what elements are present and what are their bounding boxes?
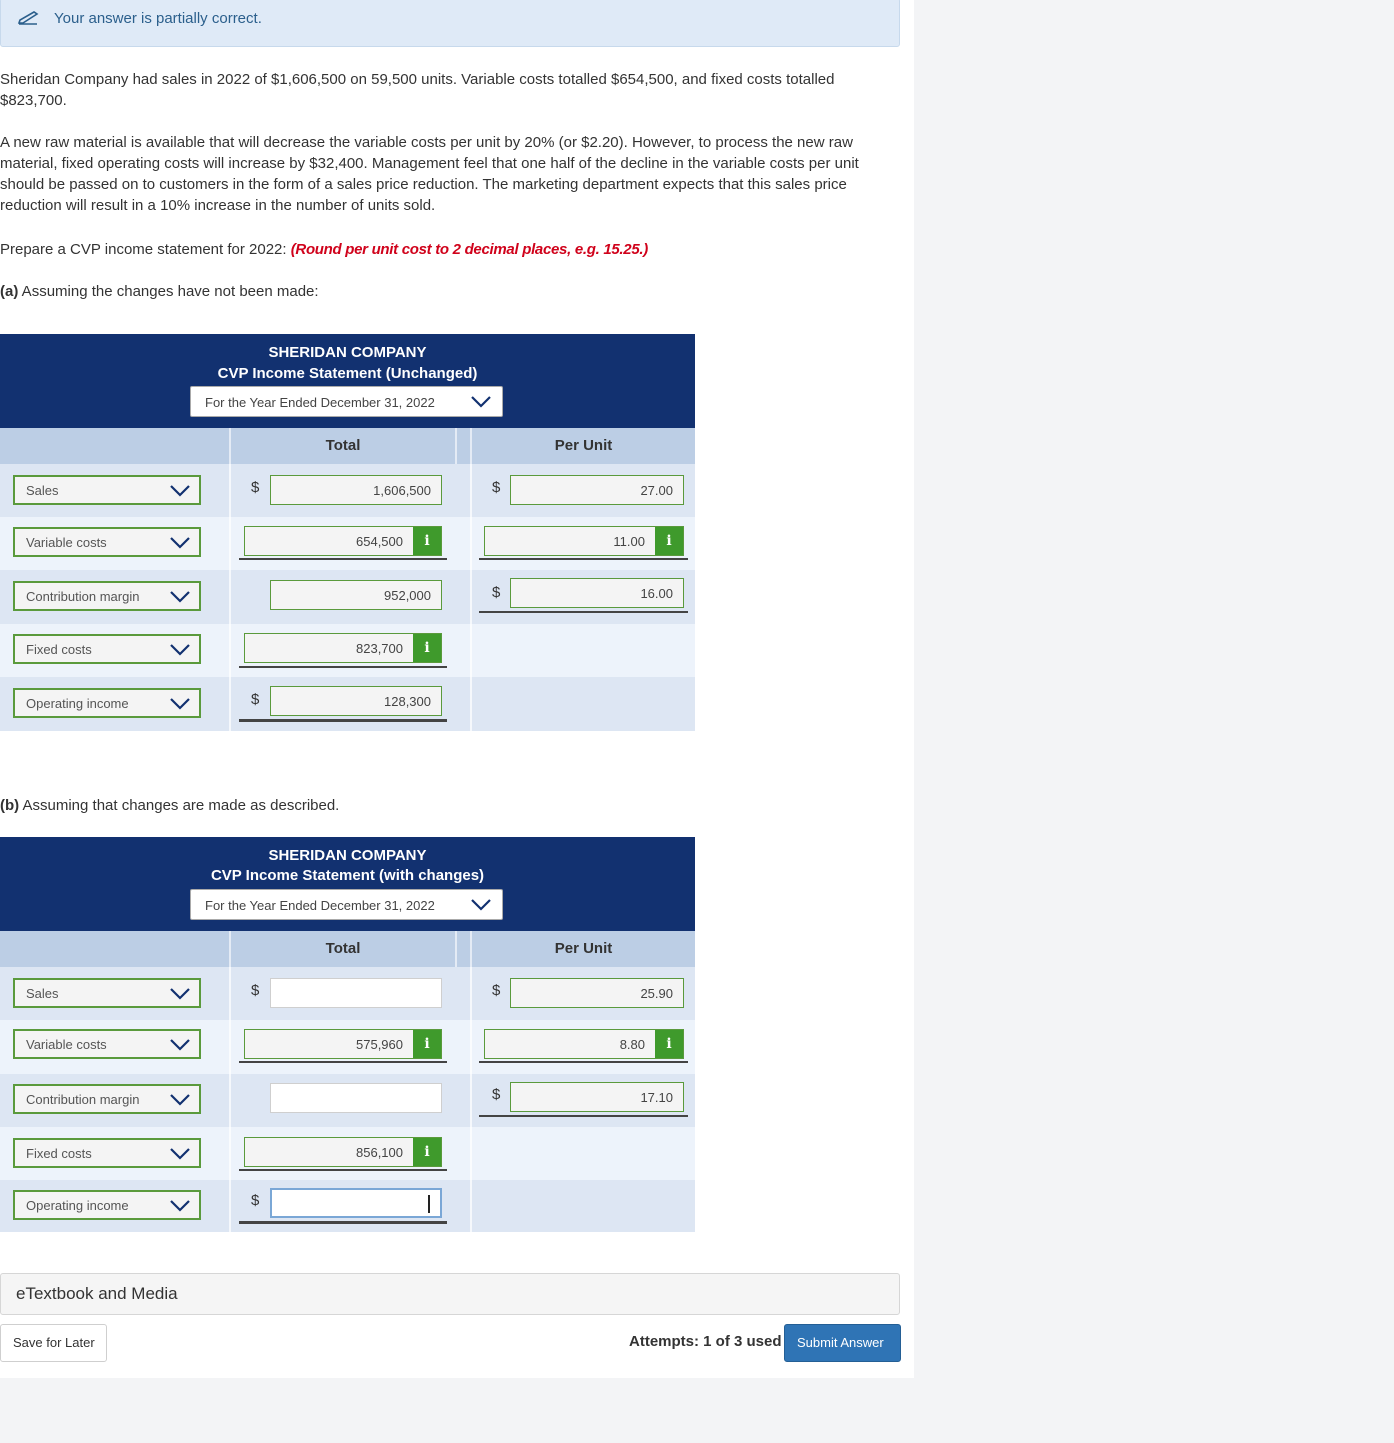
row-label: Sales: [26, 483, 59, 498]
currency-symbol: $: [251, 691, 260, 708]
per-unit-value: 8.80: [619, 1037, 645, 1052]
total-value: 823,700: [356, 641, 403, 656]
row-label-select[interactable]: [13, 1029, 201, 1059]
row-sales: [0, 967, 695, 1020]
chevron-down-icon: [169, 1147, 191, 1161]
per-unit-input[interactable]: [484, 526, 684, 556]
row-variable-costs: [0, 1020, 695, 1074]
company-name: SHERIDAN COMPANY: [268, 847, 427, 864]
total-value: 1,606,500: [373, 483, 431, 498]
row-label: Contribution margin: [26, 589, 140, 604]
statement-title: CVP Income Statement (Unchanged): [217, 365, 478, 382]
per-unit-value: 16.00: [640, 586, 673, 601]
text-cursor: [428, 1195, 430, 1213]
total-input[interactable]: [270, 1083, 442, 1113]
row-label-select[interactable]: [13, 1138, 201, 1168]
total-input[interactable]: [244, 526, 442, 556]
instruction-text: Prepare a CVP income statement for 2022:: [0, 241, 291, 258]
feedback-message: Your answer is partially correct.: [54, 10, 262, 27]
row-label-select[interactable]: [13, 475, 201, 505]
statement-a-header: [0, 334, 695, 428]
info-icon[interactable]: i: [655, 527, 683, 555]
per-unit-input[interactable]: [510, 578, 684, 608]
info-icon[interactable]: i: [413, 634, 441, 662]
row-label-select[interactable]: [13, 634, 201, 664]
currency-symbol: $: [492, 982, 501, 999]
row-label: Variable costs: [26, 535, 107, 550]
part-b-text: Assuming that changes are made as described.: [19, 797, 340, 814]
save-label: Save for Later: [13, 1335, 95, 1350]
period-select[interactable]: [190, 386, 503, 417]
row-contribution-margin: [0, 570, 695, 624]
per-unit-input[interactable]: [510, 475, 684, 505]
part-b-heading: [0, 795, 880, 816]
part-a-label: (a): [0, 283, 19, 300]
chevron-down-icon: [169, 1093, 191, 1107]
currency-symbol: $: [492, 584, 501, 601]
per-unit-input[interactable]: [484, 1029, 684, 1059]
total-value: 952,000: [384, 588, 431, 603]
row-label: Fixed costs: [26, 1146, 92, 1161]
row-label-select[interactable]: [13, 581, 201, 611]
attempts-counter: Attempts: 1 of 3 used: [629, 1333, 782, 1350]
statement-b-header: [0, 837, 695, 931]
submit-answer-button[interactable]: [784, 1324, 901, 1362]
row-sales: [0, 464, 695, 517]
row-label: Operating income: [26, 696, 129, 711]
row-fixed-costs: [0, 1127, 695, 1180]
currency-symbol: $: [492, 479, 501, 496]
total-input[interactable]: [270, 686, 442, 716]
per-unit-value: 27.00: [640, 483, 673, 498]
statement-title: CVP Income Statement (with changes): [210, 867, 485, 884]
row-operating-income: [0, 677, 695, 731]
period-value: For the Year Ended December 31, 2022: [205, 395, 435, 410]
column-headers: [0, 931, 695, 967]
row-label-select[interactable]: [13, 978, 201, 1008]
info-icon[interactable]: i: [655, 1030, 683, 1058]
total-value: 128,300: [384, 694, 431, 709]
problem-paragraph-1: Sheridan Company had sales in 2022 of $1,606,500 on 59,500 units. Variable costs totalled $654,500, and fixed costs totalled $823,700.: [0, 71, 835, 109]
row-label-select[interactable]: [13, 1084, 201, 1114]
currency-symbol: $: [251, 1192, 260, 1209]
total-input[interactable]: [270, 978, 442, 1008]
row-label-select[interactable]: [13, 688, 201, 718]
row-label: Operating income: [26, 1198, 129, 1213]
total-input[interactable]: [270, 475, 442, 505]
row-label: Sales: [26, 986, 59, 1001]
info-icon[interactable]: i: [413, 1138, 441, 1166]
save-for-later-button[interactable]: [0, 1324, 107, 1362]
info-icon[interactable]: i: [413, 527, 441, 555]
row-label-select[interactable]: [13, 527, 201, 557]
total-input[interactable]: [270, 1188, 442, 1218]
currency-symbol: $: [251, 982, 260, 999]
chevron-down-icon: [169, 643, 191, 657]
chevron-down-icon: [470, 898, 492, 912]
chevron-down-icon: [169, 484, 191, 498]
total-input[interactable]: [244, 633, 442, 663]
statement-a: [0, 334, 695, 731]
etextbook-panel[interactable]: [0, 1273, 900, 1315]
total-value: 654,500: [356, 534, 403, 549]
instruction: [0, 239, 880, 260]
chevron-down-icon: [169, 1038, 191, 1052]
part-b-label: (b): [0, 797, 20, 814]
period-value: For the Year Ended December 31, 2022: [205, 898, 435, 913]
row-label: Fixed costs: [26, 642, 92, 657]
per-unit-input[interactable]: [510, 1082, 684, 1112]
column-total: Total: [325, 437, 361, 454]
total-input[interactable]: [244, 1137, 442, 1167]
submit-label: Submit Answer: [797, 1335, 884, 1350]
per-unit-input[interactable]: [510, 978, 684, 1008]
period-select[interactable]: [190, 889, 503, 920]
column-headers: [0, 428, 695, 464]
info-icon[interactable]: i: [413, 1030, 441, 1058]
chevron-down-icon: [169, 697, 191, 711]
company-name: SHERIDAN COMPANY: [268, 344, 427, 361]
row-variable-costs: [0, 517, 695, 570]
problem-paragraph-2: A new raw material is available that will decrease the variable costs per unit by 20% (or $2.20). However, to process the new raw material, fixed operating costs will increase by $32,400. Management feel that one half of the decline in the variable costs per unit should be passed on to customers in the form of a sales price reduction. The marketing department expects that this sales price reduction will result in a 10% increase in the number of units sold.: [0, 134, 859, 214]
chevron-down-icon: [169, 987, 191, 1001]
row-fixed-costs: [0, 624, 695, 677]
row-contribution-margin: [0, 1074, 695, 1127]
total-input[interactable]: [244, 1029, 442, 1059]
row-label: Contribution margin: [26, 1092, 140, 1107]
row-operating-income: [0, 1180, 695, 1232]
total-input[interactable]: [270, 580, 442, 610]
part-a-heading: [0, 281, 880, 302]
pencil-icon: [17, 11, 39, 25]
per-unit-value: 25.90: [640, 986, 673, 1001]
statement-b: [0, 837, 695, 1232]
row-label: Variable costs: [26, 1037, 107, 1052]
feedback-banner: [0, 0, 900, 47]
per-unit-value: 17.10: [640, 1090, 673, 1105]
part-a-text: Assuming the changes have not been made:: [18, 283, 319, 300]
total-value: 856,100: [356, 1145, 403, 1160]
chevron-down-icon: [169, 590, 191, 604]
column-per-unit: Per Unit: [554, 940, 613, 957]
row-label-select[interactable]: [13, 1190, 201, 1220]
per-unit-value: 11.00: [613, 534, 645, 549]
currency-symbol: $: [492, 1086, 501, 1103]
etextbook-label: eTextbook and Media: [16, 1284, 178, 1303]
column-per-unit: Per Unit: [554, 437, 613, 454]
currency-symbol: $: [251, 479, 260, 496]
total-value: 575,960: [356, 1037, 403, 1052]
chevron-down-icon: [470, 395, 492, 409]
chevron-down-icon: [169, 536, 191, 550]
chevron-down-icon: [169, 1199, 191, 1213]
column-total: Total: [325, 940, 361, 957]
rounding-hint: (Round per unit cost to 2 decimal places, e.g. 15.25.): [290, 241, 648, 258]
